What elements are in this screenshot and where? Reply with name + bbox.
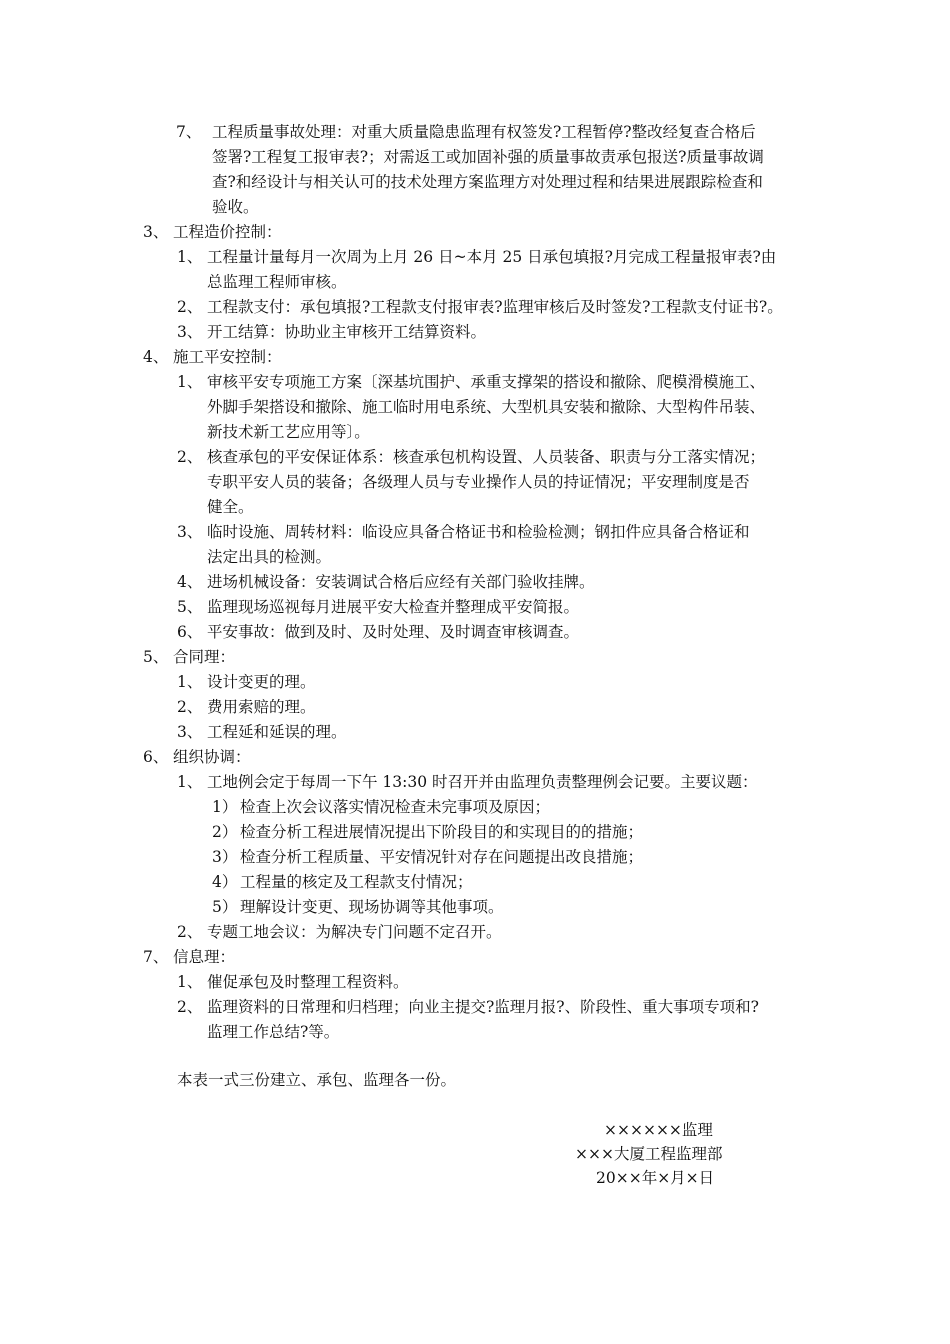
safety-item-3-line-1: 临时设施、周转材料：临设应具备合格证书和检验检测；钢扣件应具备合格证和 [207, 523, 750, 541]
cost-item-1-line-1: 工程量计量每月一次周为上月 26 日~本月 25 日承包填报?月完成工程量报审表?由 [207, 248, 777, 266]
coord-item-2-text: 专题工地会议：为解决专门问题不定召开。 [207, 923, 502, 941]
item-7-line-1: 工程质量事故处理：对重大质量隐患监理有权签发?工程暂停?整改经复查合格后 [212, 123, 756, 141]
contract-item-2-line-1: 费用索赔的理。 [207, 698, 316, 716]
section-6-heading: 组织协调： [173, 748, 251, 766]
section-3-number: 3、 [143, 223, 169, 241]
topic-1-number: 1） [212, 798, 238, 816]
safety-item-6-number: 6、 [177, 623, 203, 641]
safety-item-5-line-1: 监理现场巡视每月进展平安大检查并整理成平安简报。 [207, 598, 580, 616]
safety-item-4-number: 4、 [177, 573, 203, 591]
safety-item-5-number: 5、 [177, 598, 203, 616]
coord-item-1-text: 工地例会定于每周一下午 13:30 时召开并由监理负责整理例会记要。主要议题： [207, 773, 758, 791]
contract-item-3-line-1: 工程延和延误的理。 [207, 723, 347, 741]
topic-3-text: 检查分析工程质量、平安情况针对存在问题提出改良措施； [240, 848, 644, 866]
section-3-heading: 工程造价控制： [173, 223, 282, 241]
section-4-number: 4、 [143, 348, 169, 366]
safety-item-2-line-3: 健全。 [207, 498, 254, 516]
section-7-heading: 信息理： [173, 948, 236, 966]
cost-item-3-line-1: 开工结算：协助业主审核开工结算资料。 [207, 323, 487, 341]
safety-item-2-number: 2、 [177, 448, 203, 466]
safety-item-2-line-1: 核查承包的平安保证体系：核查承包机构设置、人员装备、职责与分工落实情况； [207, 448, 766, 466]
cost-item-2-number: 2、 [177, 298, 203, 316]
cost-item-1-number: 1、 [177, 248, 203, 266]
item-7-line-2: 签署?工程复工报审表?；对需返工或加固补强的质量事故责承包报送?质量事故调 [212, 148, 764, 166]
cost-item-2-line-1: 工程款支付：承包填报?工程款支付报审表?监理审核后及时签发?工程款支付证书?。 [207, 298, 783, 316]
topic-2-text: 检查分析工程进展情况提出下阶段目的和实现目的的措施； [240, 823, 644, 841]
signature-company: ××××××监理 [604, 1121, 713, 1139]
topic-4-text: 工程量的核定及工程款支付情况； [240, 873, 473, 891]
topic-1-text: 检查上次会议落实情况检查未完事项及原因； [240, 798, 551, 816]
contract-item-1-number: 1、 [177, 673, 203, 691]
section-5-heading: 合同理： [173, 648, 236, 666]
info-item-2-line-2: 监理工作总结?等。 [207, 1023, 340, 1041]
safety-item-2-line-2: 专职平安人员的装备；各级理人员与专业操作人员的持证情况；平安理制度是否 [207, 473, 750, 491]
contract-item-2-number: 2、 [177, 698, 203, 716]
item-7-number: 7、 [176, 123, 202, 141]
info-item-1-line-1: 催促承包及时整理工程资料。 [207, 973, 409, 991]
info-item-2-line-1: 监理资料的日常理和归档理；向业主提交?监理月报?、阶段性、重大事项专项和? [207, 998, 759, 1016]
coord-item-1-number: 1、 [177, 773, 203, 791]
safety-item-3-line-2: 法定出具的检测。 [207, 548, 332, 566]
cost-item-1-line-2: 总监理工程师审核。 [207, 273, 347, 291]
signature-date: 20××年×月×日 [596, 1169, 715, 1187]
item-7-line-4: 验收。 [212, 198, 259, 216]
topic-2-number: 2） [212, 823, 238, 841]
info-item-2-number: 2、 [177, 998, 203, 1016]
signature-department: ×××大厦工程监理部 [575, 1145, 723, 1163]
section-5-number: 5、 [143, 648, 169, 666]
coord-item-2-number: 2、 [177, 923, 203, 941]
safety-item-1-line-2: 外脚手架搭设和撤除、施工临时用电系统、大型机具安装和撤除、大型构件吊装、 [207, 398, 766, 416]
topic-3-number: 3） [212, 848, 238, 866]
safety-item-4-line-1: 进场机械设备：安装调试合格后应经有关部门验收挂牌。 [207, 573, 595, 591]
topic-4-number: 4） [212, 873, 238, 891]
safety-item-6-line-1: 平安事故：做到及时、及时处理、及时调查审核调查。 [207, 623, 580, 641]
topic-5-text: 理解设计变更、现场协调等其他事项。 [240, 898, 504, 916]
section-4-heading: 施工平安控制： [173, 348, 282, 366]
footer-note: 本表一式三份建立、承包、监理各一份。 [177, 1071, 457, 1089]
safety-item-1-number: 1、 [177, 373, 203, 391]
info-item-1-number: 1、 [177, 973, 203, 991]
safety-item-3-number: 3、 [177, 523, 203, 541]
safety-item-1-line-3: 新技术新工艺应用等〕。 [207, 423, 370, 441]
contract-item-3-number: 3、 [177, 723, 203, 741]
safety-item-1-line-1: 审核平安专项施工方案〔深基坑围护、承重支撑架的搭设和撤除、爬模滑模施工、 [207, 373, 766, 391]
item-7-line-3: 查?和经设计与相关认可的技术处理方案监理方对处理过程和结果进展跟踪检查和 [212, 173, 763, 191]
topic-5-number: 5） [212, 898, 238, 916]
section-6-number: 6、 [143, 748, 169, 766]
section-7-number: 7、 [143, 948, 169, 966]
cost-item-3-number: 3、 [177, 323, 203, 341]
contract-item-1-line-1: 设计变更的理。 [207, 673, 316, 691]
